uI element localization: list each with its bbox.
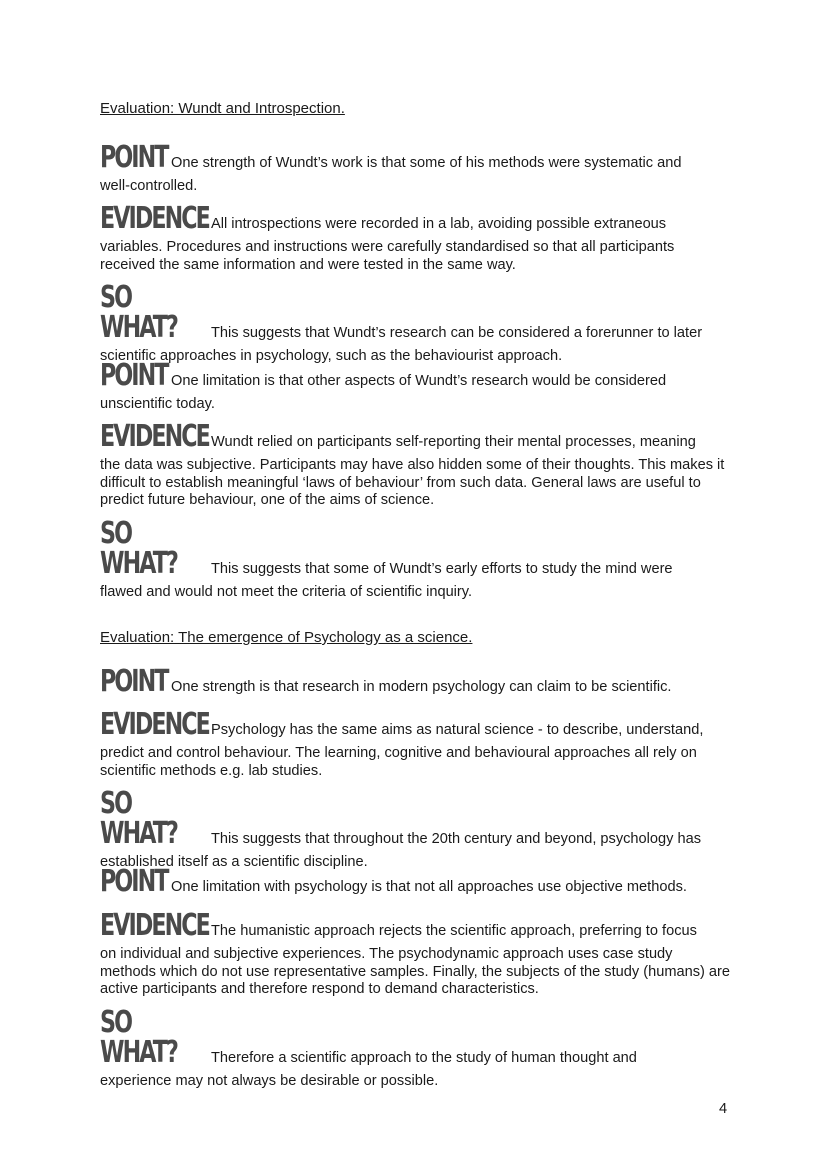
paragraph-continuation: scientific approaches in psychology, such as the behaviourist approach. — [100, 348, 563, 364]
so-what-label: SO WHAT? — [100, 786, 177, 851]
evidence-label: EVIDENCE — [100, 201, 209, 236]
point-label: POINT — [100, 140, 168, 175]
evidence-label: EVIDENCE — [100, 908, 209, 943]
point-label: POINT — [100, 864, 168, 899]
evidence-label: EVIDENCE — [100, 707, 209, 742]
paragraph-continuation: the data was subjective. Participants may have also hidden some of their thoughts. This makes it difficult to establish meaningful ‘laws of behaviour’ from such data. General laws are useful to predict future behaviour, one of the aims of science. — [100, 457, 725, 508]
paragraph-first-line: All introspections were recorded in a lab, avoiding possible extraneous — [211, 216, 667, 232]
evidence-paragraph — [100, 707, 730, 780]
so-what-paragraph — [100, 786, 730, 872]
so-what-paragraph — [100, 1005, 730, 1091]
so-what-paragraph — [100, 516, 730, 602]
paragraph-first-line: Therefore a scientific approach to the study of human thought and — [211, 1050, 637, 1066]
paragraph-continuation: predict and control behaviour. The learning, cognitive and behavioural approaches all rely on scientific methods e.g. lab studies. — [100, 745, 697, 779]
evidence-paragraph — [100, 201, 730, 274]
paragraph-continuation: flawed and would not meet the criteria of scientific inquiry. — [100, 584, 473, 600]
paragraph-first-line: One limitation is that other aspects of Wundt’s research would be considered — [171, 373, 667, 389]
section-heading: Evaluation: Wundt and Introspection. — [100, 100, 345, 117]
paragraph-continuation: variables. Procedures and instructions were carefully standardised so that all participants received the same information and were tested in the same way. — [100, 239, 675, 273]
paragraph-first-line: One strength of Wundt’s work is that some of his methods were systematic and — [171, 155, 682, 171]
page-number: 4 — [719, 1101, 728, 1117]
point-label: POINT — [100, 664, 168, 699]
so-what-paragraph — [100, 280, 730, 366]
point-label: POINT — [100, 358, 168, 393]
point-paragraph — [100, 140, 730, 196]
evidence-paragraph — [100, 908, 731, 999]
paragraph-continuation: established itself as a scientific discipline. — [100, 854, 368, 870]
so-what-label: SO WHAT? — [100, 1005, 177, 1070]
so-what-label: SO WHAT? — [100, 280, 177, 345]
paragraph-first-line: This suggests that throughout the 20th century and beyond, psychology has — [211, 831, 702, 847]
paragraph-first-line: The humanistic approach rejects the scientific approach, preferring to focus — [211, 923, 697, 939]
evidence-paragraph — [100, 419, 730, 510]
paragraph-continuation: on individual and subjective experiences. The psychodynamic approach uses case study methods which do not use representative samples. Finally, the subjects of the study (humans) are active participants and therefore respond to demand characteristics. — [100, 946, 731, 997]
paragraph-first-line: Psychology has the same aims as natural science - to describe, understand, — [211, 722, 704, 738]
evidence-label: EVIDENCE — [100, 419, 209, 454]
point-paragraph — [100, 664, 730, 699]
section-heading: Evaluation: The emergence of Psychology as a science. — [100, 629, 473, 646]
paragraph-continuation: experience may not always be desirable or possible. — [100, 1073, 439, 1089]
paragraph-first-line: One limitation with psychology is that not all approaches use objective methods. — [171, 879, 687, 895]
paragraph-first-line: This suggests that some of Wundt’s early efforts to study the mind were — [211, 561, 673, 577]
paragraph-first-line: One strength is that research in modern psychology can claim to be scientific. — [171, 679, 672, 695]
paragraph-first-line: Wundt relied on participants self-reporting their mental processes, meaning — [211, 434, 696, 450]
so-what-label: SO WHAT? — [100, 516, 177, 581]
point-paragraph — [100, 358, 730, 414]
point-paragraph — [100, 864, 730, 899]
paragraph-first-line: This suggests that Wundt’s research can be considered a forerunner to later — [211, 325, 703, 341]
paragraph-continuation: well-controlled. — [100, 178, 198, 194]
paragraph-continuation: unscientific today. — [100, 396, 215, 412]
